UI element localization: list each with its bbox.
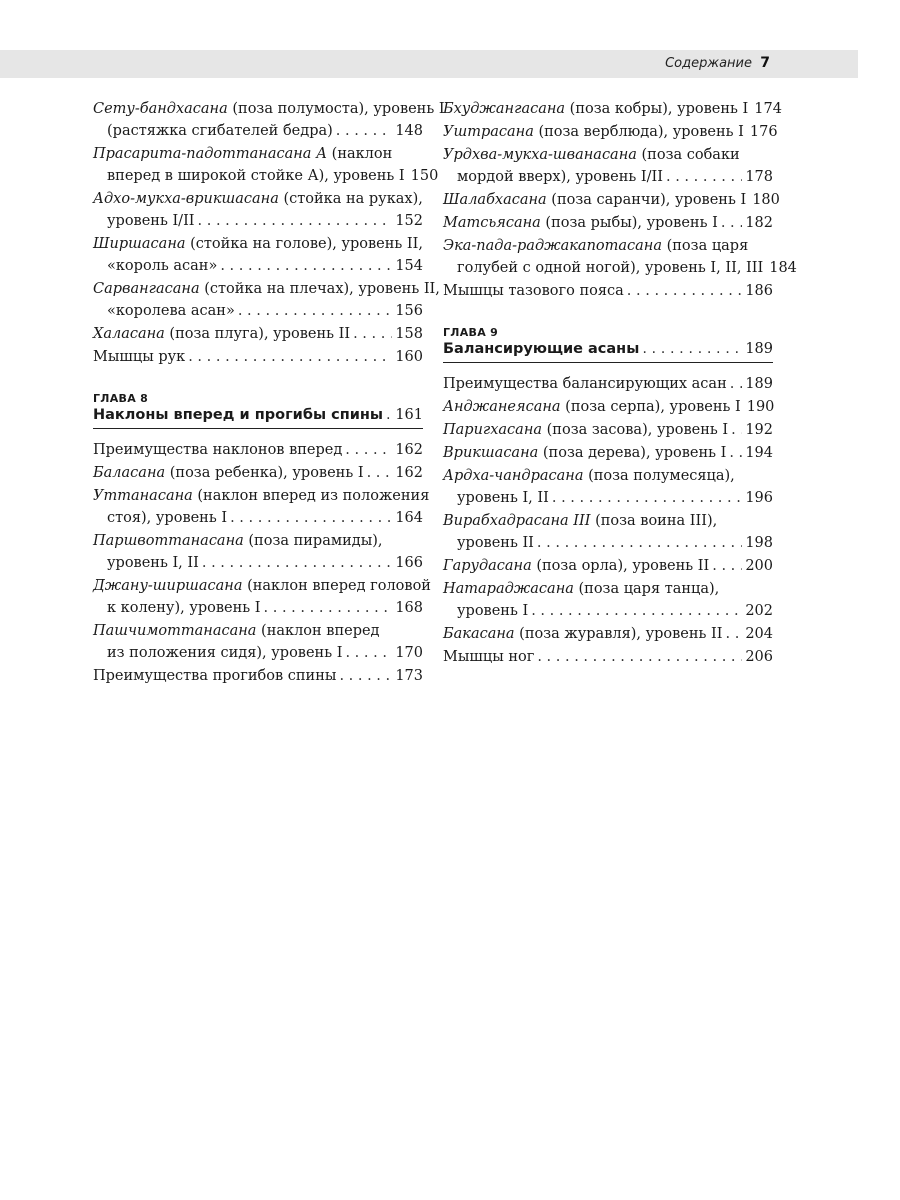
- entry-description: Мышцы рук: [93, 349, 186, 365]
- leader-dots: [336, 120, 393, 142]
- toc-entry-line: [93, 507, 423, 529]
- toc-entry[interactable]: [443, 121, 778, 143]
- entry-description: из положения сидя), уровень I: [107, 645, 343, 661]
- entry-text: [107, 507, 227, 529]
- leader-dots: [238, 300, 392, 322]
- entry-description: (поза пирамиды),: [243, 533, 383, 549]
- entry-text: [443, 235, 748, 257]
- entry-description: «королева асан»: [107, 303, 235, 319]
- entry-description: (поза ребенка), уровень I: [165, 465, 364, 481]
- chapter-title: Балансирующие асаны: [443, 341, 640, 357]
- entry-description: (поза царя: [662, 238, 749, 254]
- entry-text: [93, 665, 336, 687]
- entry-page-number: 206: [745, 649, 773, 665]
- toc-entry[interactable]: [93, 665, 423, 687]
- leader-dots: [537, 532, 742, 554]
- running-header-title: Содержание: [665, 56, 752, 71]
- entry-page-number: 173: [395, 668, 423, 684]
- toc-entry[interactable]: [443, 465, 773, 509]
- entry-text: [443, 189, 746, 211]
- entry-description: Мышцы ног: [443, 649, 535, 665]
- entry-text: [93, 439, 342, 461]
- toc-entry[interactable]: [443, 396, 773, 418]
- entries-before-chapter-9: [443, 98, 797, 302]
- entry-text: [457, 532, 534, 554]
- toc-entry[interactable]: [93, 323, 423, 345]
- entry-description: голубей с одной ногой), уровень I, II, III: [457, 260, 764, 276]
- entry-page-number: 148: [395, 123, 423, 139]
- toc-entry-line: [443, 121, 778, 143]
- toc-entry[interactable]: [443, 189, 780, 211]
- entry-description: мордой вверх), уровень I/II: [457, 169, 663, 185]
- toc-entry-line: [443, 532, 773, 554]
- toc-entry[interactable]: [443, 510, 773, 554]
- entry-page-number: 166: [395, 555, 423, 571]
- entry-page-number: 150: [410, 168, 439, 184]
- toc-entry[interactable]: [443, 555, 773, 577]
- entry-description: (поза журавля), уровень II: [514, 626, 723, 642]
- toc-entry-line: [93, 665, 423, 687]
- entry-text: [457, 166, 663, 188]
- entry-page-number: 202: [745, 603, 773, 619]
- chapter-title: Наклоны вперед и прогибы спины: [93, 407, 384, 423]
- entry-page-number: 190: [746, 399, 775, 415]
- entry-description: (поза дерева), уровень I: [538, 445, 727, 461]
- leader-dots: [386, 407, 392, 423]
- toc-entry-line: [443, 487, 773, 509]
- asana-name: Сарвангасана: [93, 281, 200, 297]
- entry-description: (поза орла), уровень II: [531, 558, 710, 574]
- entry-text: [443, 280, 624, 302]
- entry-page-number: 189: [745, 376, 773, 392]
- entry-description: уровень I: [457, 603, 529, 619]
- toc-entry[interactable]: [93, 346, 423, 368]
- entry-page-number: 160: [395, 349, 423, 365]
- toc-entry-line: [443, 465, 773, 487]
- entry-description: «король асан»: [107, 258, 218, 274]
- asana-name: Врикшасана: [443, 445, 539, 461]
- entry-page-number: 186: [745, 283, 773, 299]
- asana-name: Сету-бандхасана: [93, 101, 228, 117]
- asana-name: Халасана: [93, 326, 165, 342]
- asana-name: Паригхасана: [443, 422, 543, 438]
- chapter-title-row: [93, 407, 423, 429]
- entry-text: [107, 210, 195, 232]
- entry-description: (наклон: [327, 146, 393, 162]
- toc-entry[interactable]: [93, 98, 445, 142]
- asana-name: Уттанасана: [93, 488, 193, 504]
- leader-dots: [345, 642, 392, 664]
- leader-dots: [230, 507, 392, 529]
- entry-text: [443, 212, 718, 234]
- asana-name: Ширшасана: [93, 236, 186, 252]
- entry-text: [443, 555, 709, 577]
- asana-name: Шалабхасана: [443, 192, 547, 208]
- entry-text: [93, 233, 423, 255]
- toc-entry-line: [93, 439, 423, 461]
- toc-entry[interactable]: [93, 462, 423, 484]
- toc-entry[interactable]: [443, 98, 782, 120]
- entry-description: (поза собаки: [636, 147, 740, 163]
- asana-name: Баласана: [93, 465, 166, 481]
- leader-dots: [353, 323, 392, 345]
- toc-entry[interactable]: [443, 646, 773, 668]
- entry-description: (поза кобры), уровень I: [565, 101, 749, 117]
- asana-name: Анджанеясана: [443, 399, 561, 415]
- entry-text: [93, 143, 392, 165]
- asana-name: Джану-ширшасана: [93, 578, 243, 594]
- toc-entry-line: [443, 419, 773, 441]
- toc-entry-line: [93, 552, 423, 574]
- toc-entry-line: [443, 396, 773, 418]
- entry-description: (поза полумоста), уровень I: [227, 101, 445, 117]
- entry-description: (стойка на руках),: [278, 191, 423, 207]
- entry-text: [107, 255, 217, 277]
- chapter-9-heading[interactable]: [443, 326, 773, 363]
- entry-description: (стойка на голове), уровень II,: [185, 236, 423, 252]
- entry-page-number: 184: [769, 260, 797, 276]
- entry-text: [93, 278, 440, 300]
- asana-name: Пашчимоттанасана: [93, 623, 257, 639]
- entry-page-number: 168: [395, 600, 423, 616]
- entry-text: [457, 600, 528, 622]
- entry-description: уровень I, II: [107, 555, 199, 571]
- toc-entry[interactable]: [93, 485, 430, 529]
- entry-description: Преимущества прогибов спины: [93, 668, 337, 684]
- toc-entry-line: [443, 98, 782, 120]
- toc-entry[interactable]: [443, 578, 773, 622]
- leader-dots: [367, 462, 393, 484]
- entry-text: [443, 98, 748, 120]
- toc-entry-line: [93, 120, 423, 142]
- toc-entry[interactable]: [93, 188, 423, 232]
- toc-entry-line: [93, 210, 423, 232]
- entry-text: [107, 300, 235, 322]
- toc-entry-line: [93, 620, 423, 642]
- chapter-label: ГЛАВА 8: [93, 392, 149, 405]
- toc-entry[interactable]: [93, 439, 423, 461]
- toc-right-column: [443, 98, 797, 669]
- leader-dots: [537, 646, 742, 668]
- entry-description: (поза рыбы), уровень I: [540, 215, 718, 231]
- entry-text: [443, 578, 719, 600]
- entry-description: (наклон вперед головой: [242, 578, 431, 594]
- entry-text: [443, 646, 534, 668]
- page-number: 7: [760, 55, 770, 71]
- entry-text: [457, 487, 549, 509]
- entry-page-number: 158: [395, 326, 423, 342]
- entry-page-number: 174: [754, 101, 782, 117]
- entry-page-number: 180: [752, 192, 780, 208]
- toc-entry-line: [443, 623, 773, 645]
- chapter-8-entries: [93, 439, 431, 687]
- leader-dots: [220, 255, 392, 277]
- entry-text: [443, 373, 727, 395]
- toc-entry-line: [93, 98, 445, 120]
- entry-page-number: 204: [745, 626, 773, 642]
- toc-entry[interactable]: [443, 280, 773, 302]
- toc-entry-line: [93, 188, 423, 210]
- entry-page-number: 178: [745, 169, 773, 185]
- toc-entry[interactable]: [93, 233, 423, 277]
- entry-description: (растяжка сгибателей бедра): [107, 123, 333, 139]
- chapter-8-heading[interactable]: [93, 392, 423, 429]
- entry-description: Преимущества балансирующих асан: [443, 376, 727, 392]
- chapter-page: 161: [395, 407, 423, 423]
- entry-page-number: 176: [749, 124, 778, 140]
- leader-dots: [627, 280, 743, 302]
- entry-text: [107, 552, 199, 574]
- entry-text: [443, 144, 740, 166]
- toc-entry-line: [93, 323, 423, 345]
- leader-dots: [188, 346, 392, 368]
- toc-entry-line: [93, 642, 423, 664]
- toc-entry-line: [93, 346, 423, 368]
- entry-text: [93, 188, 423, 210]
- entry-text: [443, 510, 717, 532]
- entry-description: уровень II: [457, 535, 534, 551]
- entry-text: [93, 485, 429, 507]
- entry-text: [107, 120, 333, 142]
- toc-entry[interactable]: [93, 575, 431, 619]
- asana-name: Натараджасана: [443, 581, 574, 597]
- toc-entry[interactable]: [443, 373, 773, 395]
- toc-entry-line: [93, 300, 423, 322]
- entry-description: уровень I/II: [107, 213, 195, 229]
- entry-page-number: 170: [395, 645, 423, 661]
- toc-entry-line: [443, 578, 773, 600]
- entry-description: уровень I, II: [457, 490, 549, 506]
- toc-entry-line: [443, 212, 773, 234]
- leader-dots: [726, 623, 743, 645]
- toc-entry-line: [443, 442, 773, 464]
- entry-page-number: 154: [395, 258, 423, 274]
- entry-text: [93, 530, 383, 552]
- toc-left-column: [93, 98, 445, 688]
- entry-description: (поза воина III),: [590, 513, 718, 529]
- entry-page-number: 182: [745, 215, 773, 231]
- entry-page-number: 192: [745, 422, 773, 438]
- toc-entry-line: [443, 189, 780, 211]
- chapter-page: 189: [745, 341, 773, 357]
- toc-entry-line: [93, 233, 423, 255]
- entry-text: [443, 121, 744, 143]
- leader-dots: [264, 597, 393, 619]
- leader-dots: [552, 487, 742, 509]
- asana-name: Вирабхадрасана III: [443, 513, 591, 529]
- toc-entry-line: [443, 510, 773, 532]
- entry-description: (поза верблюда), уровень I: [533, 124, 744, 140]
- chapter-title-row: [443, 341, 773, 363]
- toc-entry-line: [93, 462, 423, 484]
- entry-description: (поза саранчи), уровень I: [546, 192, 747, 208]
- toc-entry-line: [93, 485, 430, 507]
- toc-entry[interactable]: [443, 212, 773, 234]
- entry-text: [93, 98, 445, 120]
- toc-entry[interactable]: [93, 278, 440, 322]
- leader-dots: [198, 210, 393, 232]
- toc-entry[interactable]: [443, 442, 773, 464]
- leader-dots: [731, 419, 742, 441]
- entry-text: [93, 575, 431, 597]
- asana-name: Ардха-чандрасана: [443, 468, 584, 484]
- toc-entry[interactable]: [93, 620, 423, 664]
- asana-name: Бхуджангасана: [443, 101, 566, 117]
- toc-entry[interactable]: [443, 623, 773, 645]
- entry-page-number: 164: [395, 510, 423, 526]
- asana-name: Прасарита-падоттанасана А: [93, 146, 328, 162]
- entry-text: [107, 165, 405, 187]
- leader-dots: [729, 442, 742, 464]
- toc-entry-line: [93, 278, 440, 300]
- entry-description: (поза плуга), уровень II: [164, 326, 351, 342]
- entry-page-number: 156: [395, 303, 423, 319]
- toc-entry-line: [93, 597, 423, 619]
- entry-page-number: 198: [745, 535, 773, 551]
- asana-name: Матсьясана: [443, 215, 541, 231]
- toc-entry-line: [443, 166, 773, 188]
- entry-page-number: 162: [395, 465, 423, 481]
- toc-entry-line: [93, 255, 423, 277]
- entry-description: (наклон вперед: [256, 623, 380, 639]
- toc-entry-line: [443, 235, 773, 257]
- toc-entry-line: [443, 555, 773, 577]
- asana-name: Бакасана: [443, 626, 515, 642]
- toc-entry[interactable]: [443, 235, 797, 279]
- entry-page-number: 200: [745, 558, 773, 574]
- toc-entry-line: [93, 165, 439, 187]
- leader-dots: [642, 341, 742, 357]
- chapter-label: ГЛАВА 9: [443, 326, 499, 339]
- asana-name: Паршвоттанасана: [93, 533, 244, 549]
- leader-dots: [345, 439, 392, 461]
- toc-entry-line: [93, 530, 423, 552]
- entry-text: [443, 396, 741, 418]
- toc-entry-line: [443, 280, 773, 302]
- entry-description: (поза полумесяца),: [583, 468, 735, 484]
- asana-name: Эка-пада-раджакапотасана: [443, 238, 662, 254]
- entry-text: [107, 597, 261, 619]
- asana-name: Урдхва-мукха-шванасана: [443, 147, 637, 163]
- leader-dots: [202, 552, 392, 574]
- entries-before-chapter-8: [93, 98, 445, 368]
- leader-dots: [339, 665, 392, 687]
- entry-description: (поза царя танца),: [573, 581, 720, 597]
- toc-entry-line: [93, 575, 431, 597]
- leader-dots: [730, 373, 743, 395]
- entry-page-number: 194: [745, 445, 773, 461]
- entry-description: (наклон вперед из положения: [192, 488, 430, 504]
- asana-name: Адхо-мукха-врикшасана: [93, 191, 279, 207]
- entry-description: Преимущества наклонов вперед: [93, 442, 343, 458]
- entry-text: [457, 257, 763, 279]
- leader-dots: [666, 166, 742, 188]
- entry-page-number: 196: [745, 490, 773, 506]
- toc-entry-line: [93, 143, 423, 165]
- toc-entry[interactable]: [443, 144, 773, 188]
- entry-description: Мышцы тазового пояса: [443, 283, 624, 299]
- entry-page-number: 152: [395, 213, 423, 229]
- entry-text: [107, 642, 342, 664]
- entry-text: [443, 419, 728, 441]
- entry-description: (стойка на плечах), уровень II,: [199, 281, 440, 297]
- entry-text: [93, 346, 185, 368]
- toc-entry[interactable]: [443, 419, 773, 441]
- leader-dots: [531, 600, 742, 622]
- leader-dots: [721, 212, 743, 234]
- asana-name: Уштрасана: [443, 124, 534, 140]
- entry-page-number: 162: [395, 442, 423, 458]
- chapter-9-entries: [443, 373, 773, 668]
- toc-entry[interactable]: [93, 143, 439, 187]
- entry-description: стоя), уровень I: [107, 510, 228, 526]
- asana-name: Гарудасана: [443, 558, 532, 574]
- toc-entry-line: [443, 144, 773, 166]
- toc-entry-line: [443, 257, 797, 279]
- toc-entry-line: [443, 646, 773, 668]
- entry-text: [443, 623, 723, 645]
- entry-text: [93, 620, 380, 642]
- toc-entry-line: [443, 600, 773, 622]
- toc-entry[interactable]: [93, 530, 423, 574]
- entry-text: [93, 323, 350, 345]
- toc-entry-line: [443, 373, 773, 395]
- entry-text: [443, 442, 726, 464]
- leader-dots: [712, 555, 742, 577]
- entry-description: (поза серпа), уровень I: [560, 399, 741, 415]
- entry-description: (поза засова), уровень I: [542, 422, 729, 438]
- entry-text: [93, 462, 364, 484]
- entry-text: [443, 465, 735, 487]
- entry-description: вперед в широкой стойке А), уровень I: [107, 168, 405, 184]
- entry-description: к колену), уровень I: [107, 600, 261, 616]
